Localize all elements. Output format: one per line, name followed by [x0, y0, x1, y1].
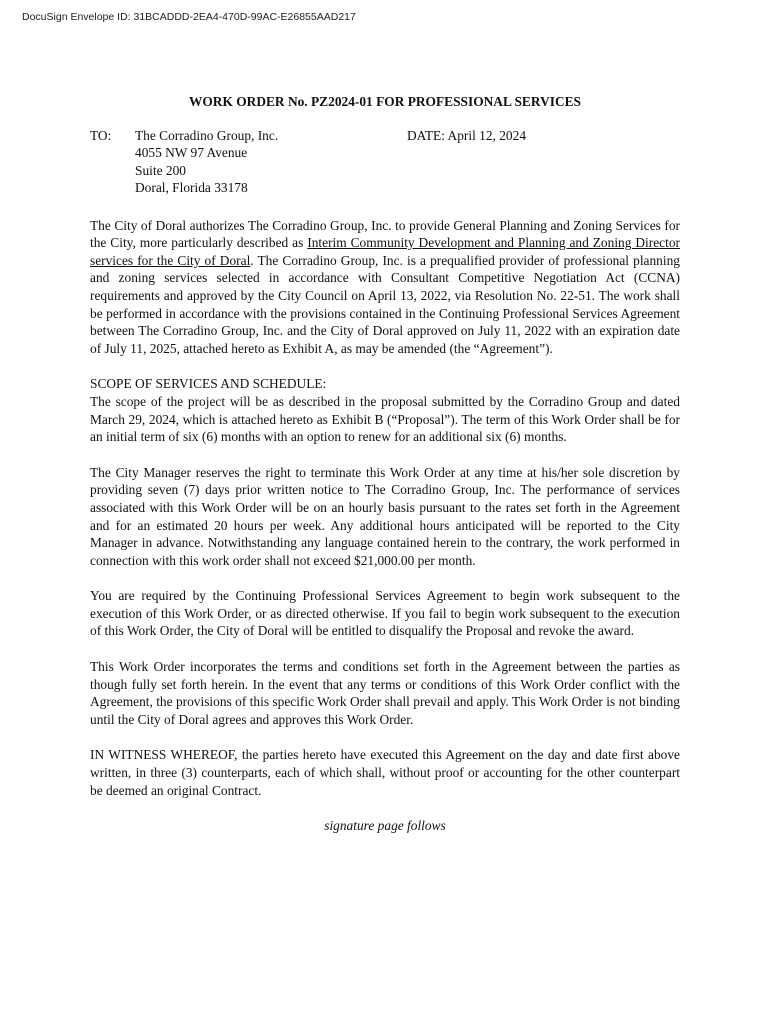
scope-body: The scope of the project will be as described in the proposal submitted by the Corradino Group and dated March 29, 2024, which is attached hereto as Exhibit B (“Proposal”). The term of this Work Order shall be for an initial term of six (6) months with an option to renew for an additional six (6) months. — [90, 393, 680, 445]
authorization-paragraph — [90, 217, 680, 358]
service-description-underlined: Interim Community Development and Planning and Zoning Director services for the City of Doral — [90, 235, 680, 268]
authorization-text-end: . The Corradino Group, Inc. is a prequalified provider of professional planning and zoning services selected in accordance with Consultant Competitive Negotiation Act (CCNA) requirements and approved by the City Council on April 13, 2022, via Resolution No. 22-51. The work shall be performed in accordance with the provisions contained in the Continuing Professional Services Agreement between The Corradino Group, Inc. and the City of Doral approved on July 11, 2022 with an expiration date of July 11, 2025, attached hereto as Exhibit A, as may be amended (the “Agreement”). — [90, 252, 680, 356]
commencement-paragraph: You are required by the Continuing Professional Services Agreement to begin work subsequent to the execution of this Work Order, or as directed otherwise. If you fail to begin work subsequent to the execution of this Work Order, the City of Doral will be entitled to disqualify the Proposal and revoke the award. — [90, 588, 680, 639]
recipient-city: Doral, Florida 33178 — [135, 180, 248, 196]
recipient-suite: Suite 200 — [135, 162, 186, 178]
witness-paragraph: IN WITNESS WHEREOF, the parties hereto have executed this Agreement on the day and date first above written, in three (3) counterparts, each of which shall, without proof or accounting for the other counterpart be deemed an original Contract. — [90, 747, 680, 798]
recipient-name: The Corradino Group, Inc. — [135, 127, 279, 143]
incorporation-paragraph: This Work Order incorporates the terms and conditions set forth in the Agreement between the parties as though fully set forth herein. In the event that any terms or conditions of this Work Order conflict with the Agreement, the provisions of this specific Work Order shall prevail and apply. This Work Order is not binding until the City of Doral agrees and approves this Work Order. — [90, 659, 680, 727]
recipient-address — [135, 127, 278, 197]
address-block — [90, 127, 680, 199]
work-order-document — [90, 93, 680, 835]
docusign-envelope-id: DocuSign Envelope ID: 31BCADDD-2EA4-470D-99AC-E26855AAD217 — [22, 11, 356, 23]
scope-heading: SCOPE OF SERVICES AND SCHEDULE: — [90, 376, 327, 392]
to-label: TO: — [90, 127, 112, 143]
signature-page-note: signature page follows — [324, 818, 446, 834]
document-title: WORK ORDER No. PZ2024-01 FOR PROFESSIONAL SERVICES — [189, 94, 581, 109]
scope-paragraph — [90, 375, 680, 445]
authorization-text-start: The City of Doral authorizes The Corradino Group, Inc. to provide General Planning and Zoning Services for the City, more particularly described as — [90, 217, 680, 251]
termination-paragraph: The City Manager reserves the right to terminate this Work Order at any time at his/her sole discretion by providing seven (7) days prior written notice to The Corradino Group, Inc. The performance of services associated with this Work Order will be on an hourly basis pursuant to the rates set forth in the Agreement and for an estimated 20 hours per week. Any additional hours anticipated will be reported to the City Manager in advance. Notwithstanding any language contained herein to the contrary, the work performed in connection with this work order shall not exceed $21,000.00 per month. — [90, 464, 680, 568]
recipient-street: 4055 NW 97 Avenue — [135, 145, 248, 161]
document-date: DATE: April 12, 2024 — [407, 127, 527, 143]
